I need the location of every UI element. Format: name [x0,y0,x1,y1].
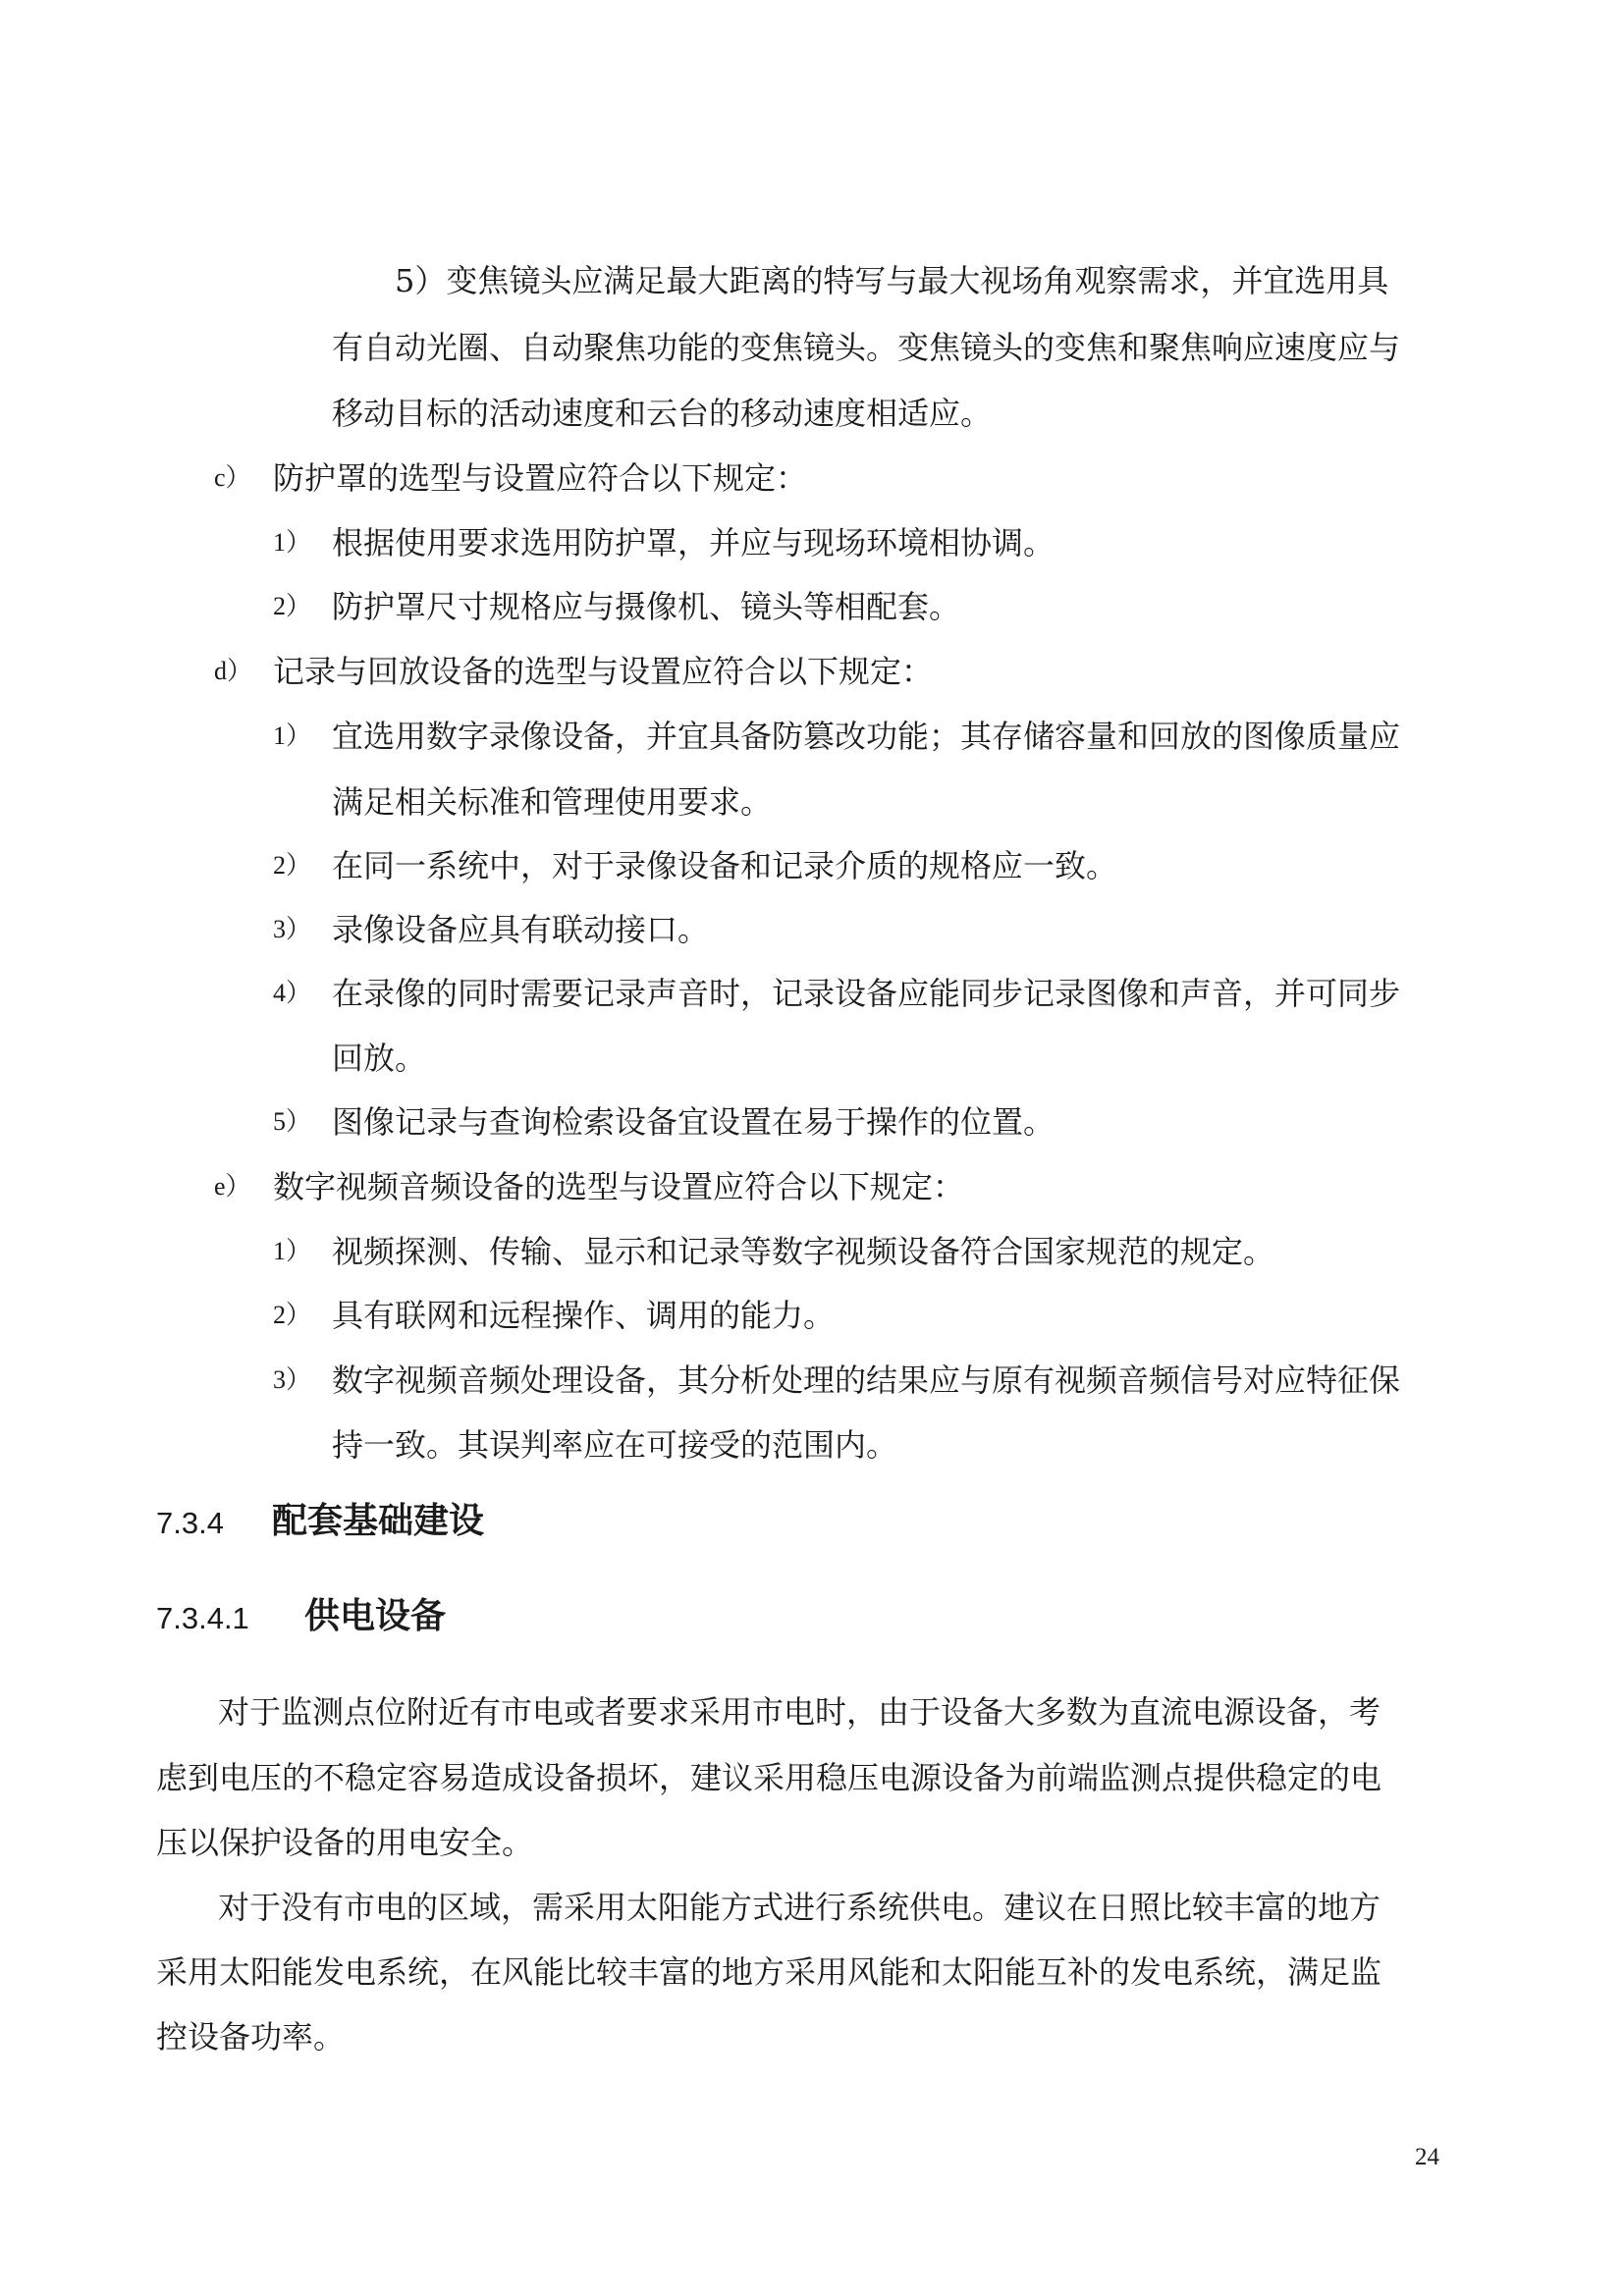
d-item-2-number: 2） [273,851,312,880]
c-item-2-number: 2） [273,592,312,620]
para-2-line-2: 采用太阳能发电系统，在风能比较丰富的地方采用风能和太阳能互补的发电系统，满足监 [156,1953,1382,1991]
e-item-2-text: 具有联网和远程操作、调用的能力。 [332,1297,836,1334]
d-item-4-line-2: 回放。 [332,1040,427,1077]
d-item-1-number: 1） [273,721,312,750]
d-item-3-text: 录像设备应具有联动接口。 [332,911,710,948]
b5-line-1: 5）变焦镜头应满足最大距离的特写与最大视场角观察需求，并宜选用具 [395,262,1389,299]
c-heading: 防护罩的选型与设置应符合以下规定： [273,459,808,497]
d-item-5-text: 图像记录与查询检索设备宜设置在易于操作的位置。 [332,1103,1056,1141]
c-item-1-number: 1） [273,528,312,557]
section-title-734: 配套基础建设 [272,1501,485,1541]
section-number-7341: 7.3.4.1 [156,1601,249,1635]
e-item-1-number: 1） [273,1237,312,1265]
e-item-1-text: 视频探测、传输、显示和记录等数字视频设备符合国家规范的规定。 [332,1233,1275,1270]
d-item-4-line-1: 在录像的同时需要记录声音时，记录设备应能同步记录图像和声音，并可同步 [332,975,1401,1012]
e-item-3-line-1: 数字视频音频处理设备，其分析处理的结果应与原有视频音频信号对应特征保 [332,1362,1401,1399]
para-2-line-3: 控设备功率。 [156,2018,346,2056]
e-item-3-number: 3） [273,1365,312,1394]
para-1-line-3: 压以保护设备的用电安全。 [156,1824,534,1861]
para-1-line-2: 虑到电压的不稳定容易造成设备损坏，建议采用稳压电源设备为前端监测点提供稳定的电 [156,1759,1382,1796]
e-item-3-line-2: 持一致。其误判率应在可接受的范围内。 [332,1426,898,1464]
d-heading: 记录与回放设备的选型与设置应符合以下规定： [273,653,934,690]
section-title-7341: 供电设备 [304,1596,447,1636]
page-number: 24 [1415,2144,1439,2170]
list-marker-e: e） [214,1172,251,1201]
e-item-2-number: 2） [273,1301,312,1329]
e-heading: 数字视频音频设备的选型与设置应符合以下规定： [273,1168,965,1205]
section-number-734: 7.3.4 [156,1506,224,1540]
d-item-1-line-2: 满足相关标准和管理使用要求。 [332,783,773,821]
d-item-1-line-1: 宜选用数字录像设备，并宜具备防篡改功能；其存储容量和回放的图像质量应 [332,718,1401,755]
d-item-2-text: 在同一系统中，对于录像设备和记录介质的规格应一致。 [332,847,1118,884]
list-marker-c: c） [214,463,251,492]
b5-line-2: 有自动光圈、自动聚焦功能的变焦镜头。变焦镜头的变焦和聚焦响应速度应与 [332,329,1401,366]
c-item-1-text: 根据使用要求选用防护罩，并应与现场环境相协调。 [332,524,1056,561]
d-item-3-number: 3） [273,915,312,943]
b5-line-3: 移动目标的活动速度和云台的移动速度相适应。 [332,395,993,432]
d-item-5-number: 5） [273,1107,312,1136]
c-item-2-text: 防护罩尺寸规格应与摄像机、镜头等相配套。 [332,588,961,625]
para-1-line-1: 对于监测点位附近有市电或者要求采用市电时，由于设备大多数为直流电源设备，考 [218,1693,1381,1731]
d-item-4-number: 4） [273,979,312,1007]
para-2-line-1: 对于没有市电的区域，需采用太阳能方式进行系统供电。建议在日照比较丰富的地方 [218,1889,1381,1926]
list-marker-d: d） [214,657,253,685]
